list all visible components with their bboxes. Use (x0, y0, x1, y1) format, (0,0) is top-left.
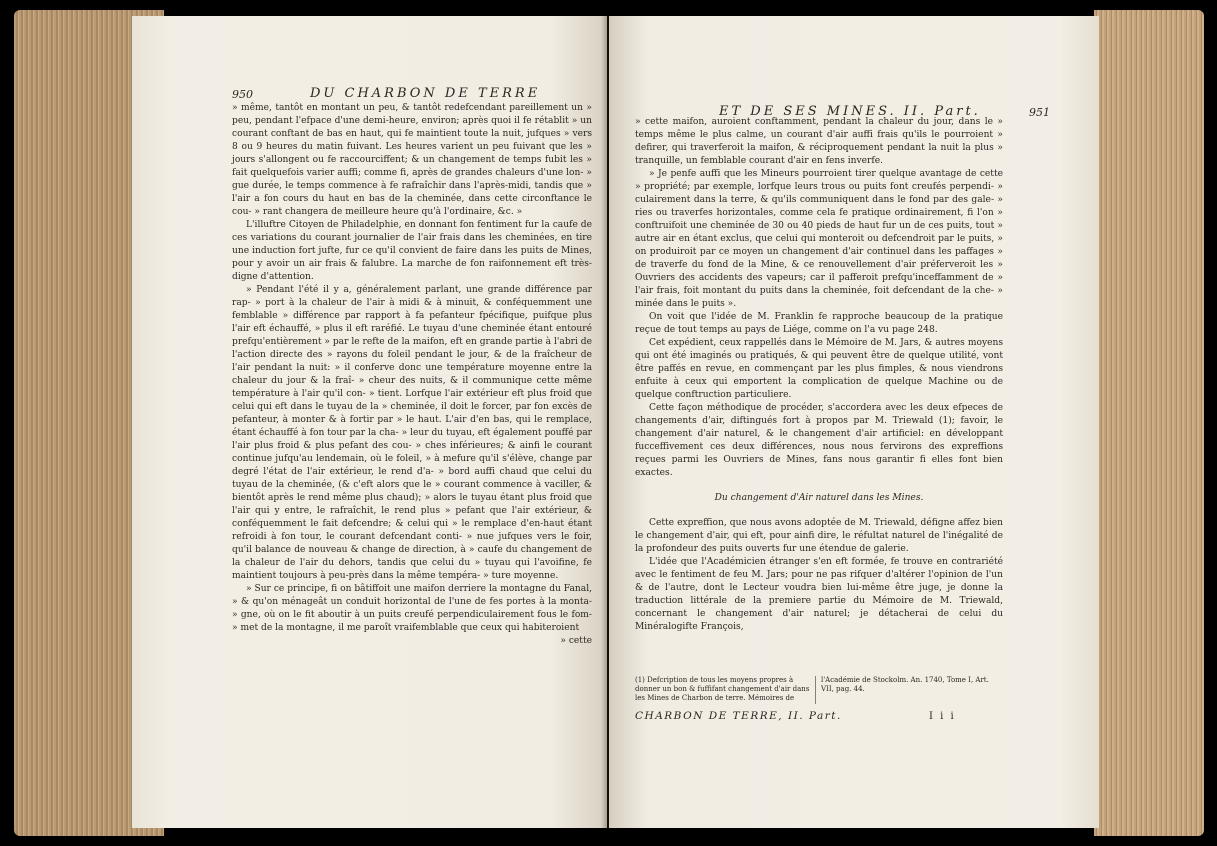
catchword: » cette (560, 636, 592, 646)
section-heading: Du changement d'Air naturel dans les Mines. (714, 493, 924, 503)
signature-mark: I i i (929, 711, 956, 722)
paragraph: Cette expreffion, que nous avons adoptée de M. Triewald, défigne affez bien le changement d'air, qui eft, pour ainfi dire, le réfultat naturel de l'inégalité de la profondeur des puits ouverts fur une étendue de galerie. (635, 518, 1003, 554)
page-number: 950 (232, 88, 253, 101)
paragraph: » Pendant l'été il y a, généralement parlant, une grande différence par rap- » port à la chaleur de l'air à midi & à minuit, & conféquemment une femblable » différence par rapport à fa pefanteur fpécifique, puifque plus l'air eft échauffé, » plus il eft raréfié. Le tuyau d'une cheminée étant entouré prefqu'entièrement » par le refte de la maifon, eft en grande partie à l'abri de l'action directe des » rayons du foleil pendant le jour, & de la fraîcheur de l'air pendant la nuit: » il conferve donc une température moyenne entre la chaleur du jour & la fraî- » cheur des nuits, & il communique cette même température à l'air qu'il con- » tient. Lorfque l'air extérieur eft plus froid que celui qui eft dans le tuyau de la » cheminée, il doit le forcer, par fon excès de pefanteur, à monter & à fortir par » le haut. L'air d'en bas, qui le remplace, étant échauffé à fon tour par la cha- » leur du tuyau, eft également pouffé par l'air plus froid & plus pefant des cou- » ches inférieures; & ainfi le courant continue jufqu'au lendemain, où le foleil, » à mefure qu'il s'élève, change par degré l'état de l'air extérieur, le rend d'a- » bord auffi chaud que celui du tuyau de la cheminée, (& c'eft alors que le » courant commence à vaciller, & bientôt après le rend même plus chaud); » alors le tuyau étant plus froid que l'air qui y entre, le rafraîchit, le rend plus » pefant que l'air extérieur, & conféquemment le fait defcendre; & celui qui » le remplace d'en-haut étant refroidi à fon tour, le courant defcendant conti- » nue jufques vers le foir, qu'il balance de nouveau & change de direction, à » caufe du changement de la chaleur de l'air du dehors, tandis que celui du » tuyau qui l'avoifine, fe maintient toujours à peu-près dans la même tempéra- » ture moyenne. (232, 285, 592, 581)
paragraph: L'idée que l'Académicien étranger s'en eft formée, fe trouve en contrariété avec le fentiment de feu M. Jars; pour ne pas rifquer d'altérer l'opinion de l'un & de l'autre, dont le Lecteur voudra bien lui-même être juge, je donne la traduction littérale de la premiere partie du Mémoire de M. Triewald, concernant le changement d'air naturel; je détacherai de celui du Minéralogifte François, (635, 557, 1003, 632)
footnote-right: l'Académie de Stockolm. An. 1740, Tome I, Art. VII, pag. 44. (821, 676, 989, 693)
running-head: ET DE SES MINES. II. Part. (719, 104, 981, 119)
page-number: 951 (1029, 106, 1050, 119)
paragraph: » même, tantôt en montant un peu, & tantôt redefcendant pareillement un » peu, pendant l'efpace d'une demi-heure, environ; après quoi il fe rétablit » un courant conftant de bas en haut, qui fe maintient toute la nuit, jufques » vers 8 ou 9 heures du matin fuivant. Les heures varient un peu fuivant que les » jours s'allongent ou fe raccourciffent; & un changement de temps fubit les » fait quelquefois varier auffi; comme fi, après de grandes chaleurs d'une lon- » gue durée, le temps commence à fe rafraîchir dans l'après-midi, tandis que » l'air a fon cours du haut en bas de la cheminée, dans cette circonftance le cou- » rant changera de meilleure heure qu'à l'ordinaire, &c. » (232, 103, 592, 217)
right-page (609, 16, 1099, 828)
left-body (232, 102, 592, 648)
right-body (635, 116, 1003, 634)
right-page-edges (1094, 10, 1204, 836)
paragraph: » cette maifon, auroient conftamment, pendant la chaleur du jour, dans le » temps même le plus calme, un courant d'air auffi frais qu'ils le pourroient » defirer, qui traverferoit la maifon, & réciproquement pendant la nuit la plus » tranquille, un femblable courant d'air en fens inverfe. (635, 117, 1003, 166)
paragraph: On voit que l'idée de M. Franklin fe rapproche beaucoup de la pratique reçue de tout temps au pays de Liége, comme on l'a vu page 248. (635, 312, 1003, 335)
open-book (14, 10, 1204, 836)
running-head: DU CHARBON DE TERRE (310, 86, 541, 101)
paragraph: Cet expédient, ceux rappellés dans le Mémoire de M. Jars, & autres moyens qui ont été imaginés ou pratiqués, & qui peuvent être de quelque utilité, vont être paffés en revue, en commençant par les plus fimples, & nous viendrons enfuite à ceux qui emportent la complication de quelque Machine ou de quelque conftruction particuliere. (635, 338, 1003, 400)
footer-title: CHARBON DE TERRE, II. Part. (635, 710, 842, 722)
paragraph: L'illuftre Citoyen de Philadelphie, en donnant fon fentiment fur la caufe de ces variations du courant journalier de l'air frais dans les cheminées, en tire une induction fort jufte, fur ce qu'il convient de faire dans les puits de Mines, pour y avoir un air frais & falubre. La marche de fon raifonnement eft très-digne d'attention. (232, 220, 592, 282)
footnote-divider (815, 676, 816, 704)
paragraph: » Sur ce principe, fi on bâtiffoit une maifon derriere la montagne du Fanal, » & qu'on ménageât un conduit horizontal de l'une de fes portes à la monta- » gne, où on le fit aboutir à un puits creufé perpendiculairement fous le fom- » met de la montagne, il me paroît vraifemblable que ceux qui habiteroient (232, 584, 592, 633)
left-page (132, 16, 607, 828)
footnote-left: (1) Defcription de tous les moyens propres à donner un bon & fuffifant changement d'air dans les Mines de Charbon de terre. Mémoires de (635, 676, 810, 702)
paragraph: » Je penfe auffi que les Mineurs pourroient tirer quelque avantage de cette » propriété; par exemple, lorfque leurs trous ou puits font creufés perpendi- » culairement dans la terre, & qu'ils communiquent dans le fond par des gale- » ries ou traverfes horizontales, comme cela fe pratique ordinairement, fi l'on » conftruifoit une cheminée de 30 ou 40 pieds de haut fur un de ces puits, tout » autre air en étant exclus, que celui qui monteroit ou defcendroit par le puits, » on produiroit par ce moyen un changement d'air continuel dans les paffages » de traverfe du fond de la Mine, & ce renouvellement d'air préferveroit les » Ouvriers des accidents des vapeurs; car il pafferoit prefqu'inceffamment de » l'air frais, foit montant du puits dans la cheminée, foit defcendant de la che- » minée dans le puits ». (635, 169, 1003, 309)
paragraph: Cette façon méthodique de procéder, s'accordera avec les deux efpeces de changements d'air, diftingués fort à propos par M. Triewald (1); favoir, le changement d'air naturel, & le changement d'air artificiel: en développant fucceffivement ces deux différences, nous nous fervirons des expreffions reçues parmi les Ouvriers de Mines, fans nous garantir fi elles font bien exactes. (635, 403, 1003, 478)
